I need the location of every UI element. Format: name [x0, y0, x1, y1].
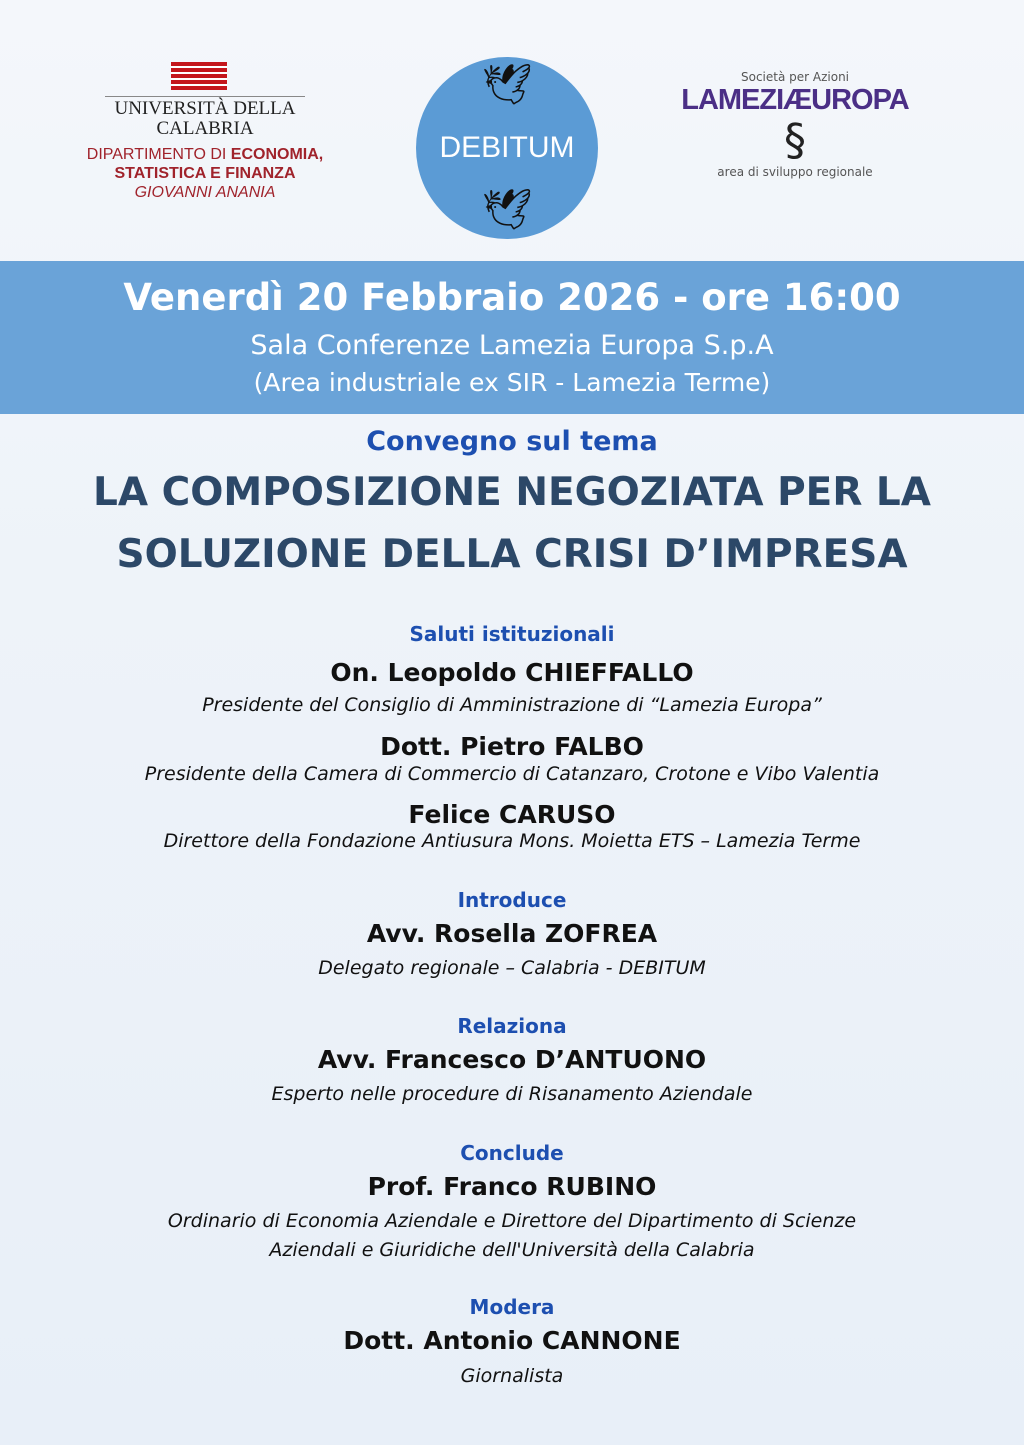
lamezia-name: LAMEZIÆUROPA	[681, 84, 909, 116]
event-venue: Sala Conferenze Lamezia Europa S.p.A	[250, 330, 774, 361]
dept-bold2: STATISTICA E FINANZA	[114, 165, 296, 182]
lamezia-europa-logo	[650, 70, 940, 179]
section-saluti: Saluti istituzionali	[409, 622, 615, 646]
debitum-label: DEBITUM	[439, 131, 575, 164]
lamezia-sub: area di sviluppo regionale	[717, 165, 873, 179]
speaker-name: Prof. Franco RUBINO	[367, 1172, 657, 1201]
swallow-icon: 🕊	[481, 63, 533, 107]
lamezia-small: Società per Azioni	[740, 70, 850, 84]
speaker-role: Presidente del Consiglio di Amministrazione di “Lamezia Europa”	[202, 694, 822, 716]
title-line-1: LA COMPOSIZIONE NEGOZIATA PER LA	[93, 470, 931, 515]
swallow-icon: 🕊	[481, 188, 533, 232]
dept-bold1: ECONOMIA,	[230, 146, 324, 163]
title-line-2: SOLUZIONE DELLA CRISI D’IMPRESA	[116, 532, 908, 577]
speaker-name: Felice CARUSO	[408, 800, 616, 829]
speaker-name: Avv. Francesco D’ANTUONO	[317, 1045, 707, 1074]
lamezia-emblem-icon: §	[784, 115, 806, 166]
dept-italic: GIOVANNI ANANIA	[134, 184, 276, 201]
department-name	[40, 145, 370, 202]
speaker-name: Dott. Antonio CANNONE	[343, 1326, 681, 1355]
section-modera: Modera	[469, 1295, 555, 1319]
speaker-role: Presidente della Camera di Commercio di Catanzaro, Crotone e Vibo Valentia	[144, 763, 880, 785]
unical-emblem-icon	[171, 62, 227, 90]
speaker-role: Direttore della Fondazione Antiusura Mons. Moietta ETS – Lamezia Terme	[163, 830, 861, 852]
divider	[105, 96, 305, 97]
unical-logo	[40, 62, 370, 202]
section-introduce: Introduce	[457, 888, 567, 912]
speaker-role: Delegato regionale – Calabria - DEBITUM	[318, 957, 706, 979]
debitum-logo	[416, 57, 598, 239]
speaker-role: Ordinario di Economia Aziendale e Direttore del Dipartimento di Scienze	[167, 1210, 857, 1232]
conference-intro: Convegno sul tema	[366, 426, 658, 457]
section-conclude: Conclude	[460, 1141, 564, 1165]
speaker-name: On. Leopoldo CHIEFFALLO	[330, 658, 694, 687]
speaker-name: Dott. Pietro FALBO	[380, 732, 644, 761]
event-area: (Area industriale ex SIR - Lamezia Terme)	[253, 368, 771, 397]
speaker-name: Avv. Rosella ZOFREA	[366, 919, 658, 948]
speaker-role: Aziendali e Giuridiche dell'Università della Calabria	[269, 1239, 755, 1261]
unical-name-1: UNIVERSITÀ DELLA	[114, 98, 296, 119]
dept-prefix: DIPARTIMENTO DI	[86, 146, 231, 163]
speaker-role: Esperto nelle procedure di Risanamento Aziendale	[271, 1083, 753, 1105]
section-relaziona: Relaziona	[457, 1014, 567, 1038]
event-date: Venerdì 20 Febbraio 2026 - ore 16:00	[123, 276, 901, 319]
unical-name-2: CALABRIA	[156, 118, 254, 139]
speaker-role: Giornalista	[460, 1365, 564, 1387]
